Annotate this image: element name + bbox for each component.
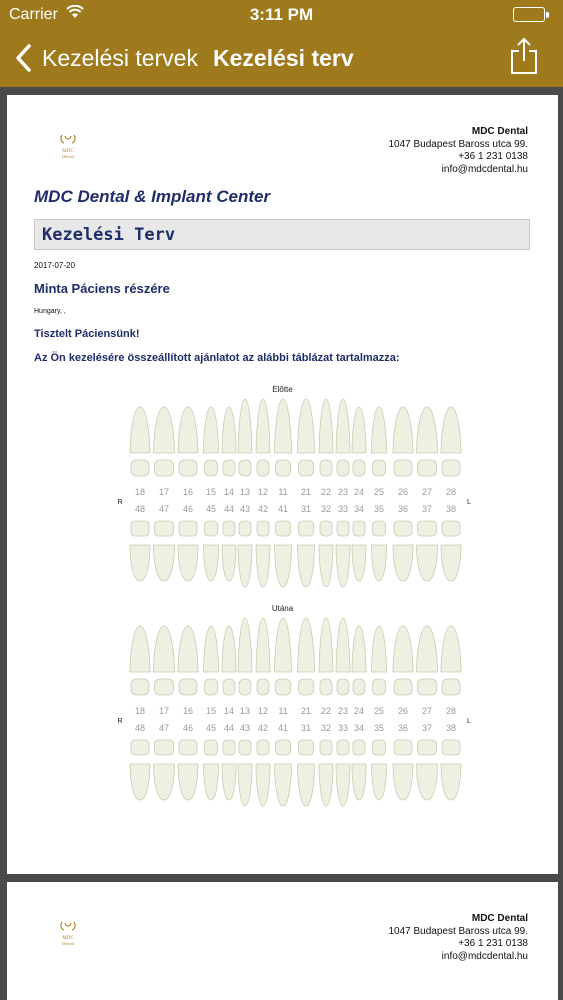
lower-tooth-top-45 [205, 740, 218, 755]
mdc-logo [57, 919, 79, 951]
tooth-number-32: 32 [320, 723, 332, 733]
upper-tooth-top-12 [257, 679, 269, 695]
upper-tooth-side-15 [204, 626, 219, 672]
tooth-number-37: 37 [421, 504, 433, 514]
tooth-number-21: 21 [300, 706, 312, 716]
lower-tooth-side-41 [275, 545, 292, 587]
tooth-number-22: 22 [320, 487, 332, 497]
upper-tooth-side-14 [222, 407, 236, 453]
upper-tooth-side-28 [441, 407, 461, 453]
upper-tooth-top-18 [131, 460, 149, 476]
tooth-number-35: 35 [373, 723, 385, 733]
upper-tooth-top-28 [442, 460, 460, 476]
lower-tooth-side-34 [352, 764, 366, 800]
tooth-number-23: 23 [337, 706, 349, 716]
upper-tooth-side-21 [298, 399, 315, 453]
lower-tooth-side-31 [298, 545, 315, 587]
lower-tooth-top-31 [299, 521, 314, 536]
upper-tooth-side-17 [154, 626, 175, 672]
upper-tooth-top-15 [205, 460, 218, 476]
tooth-number-45: 45 [205, 504, 217, 514]
upper-tooth-top-28 [442, 679, 460, 695]
tooth-number-16: 16 [182, 706, 194, 716]
tooth-number-36: 36 [397, 723, 409, 733]
upper-tooth-side-27 [417, 407, 438, 453]
lower-tooth-side-48 [130, 545, 150, 581]
upper-tooth-top-21 [299, 460, 314, 476]
upper-tooth-top-22 [320, 679, 332, 695]
tooth-number-31: 31 [300, 504, 312, 514]
lower-tooth-top-37 [418, 521, 437, 536]
upper-tooth-top-11 [276, 460, 291, 476]
upper-tooth-top-26 [394, 679, 412, 695]
tooth-number-35: 35 [373, 504, 385, 514]
share-icon [510, 37, 538, 75]
upper-tooth-top-17 [155, 679, 174, 695]
company-info [388, 913, 528, 963]
upper-tooth-side-23 [336, 399, 350, 453]
lower-tooth-side-35 [372, 545, 387, 581]
lower-tooth-side-44 [222, 545, 236, 581]
document-date: 2017-07-20 [34, 261, 75, 270]
tooth-number-24: 24 [353, 487, 365, 497]
lower-tooth-side-32 [319, 764, 333, 806]
tooth-number-42: 42 [257, 504, 269, 514]
tooth-number-33: 33 [337, 504, 349, 514]
svg-text:MDC: MDC [62, 149, 74, 154]
lower-tooth-top-41 [276, 521, 291, 536]
lower-tooth-side-35 [372, 764, 387, 800]
company-info [388, 126, 528, 176]
upper-tooth-top-15 [205, 679, 218, 695]
lower-tooth-side-47 [154, 764, 175, 800]
upper-tooth-side-24 [352, 626, 366, 672]
lower-tooth-top-42 [257, 740, 269, 755]
upper-tooth-side-13 [238, 618, 252, 672]
upper-tooth-top-17 [155, 460, 174, 476]
tooth-number-47: 47 [158, 504, 170, 514]
document-title: Kezelési Terv [42, 225, 176, 245]
greeting: Tisztelt Páciensünk! [34, 328, 140, 340]
carrier-label: Carrier [9, 6, 58, 23]
upper-tooth-side-23 [336, 618, 350, 672]
top-bar [0, 0, 563, 87]
lower-tooth-top-45 [205, 521, 218, 536]
upper-tooth-side-12 [256, 399, 270, 453]
lower-tooth-top-34 [353, 521, 365, 536]
tooth-number-11: 11 [278, 706, 288, 716]
lower-tooth-side-43 [238, 545, 252, 587]
patient-country: Hungary, , [34, 308, 66, 315]
upper-tooth-side-28 [441, 626, 461, 672]
upper-tooth-top-25 [373, 679, 386, 695]
upper-tooth-side-22 [319, 399, 333, 453]
upper-tooth-side-13 [238, 399, 252, 453]
lower-tooth-top-35 [373, 521, 386, 536]
lower-tooth-top-36 [394, 521, 412, 536]
tooth-number-24: 24 [353, 706, 365, 716]
tooth-number-27: 27 [421, 706, 433, 716]
tooth-number-23: 23 [337, 487, 349, 497]
lower-tooth-top-36 [394, 740, 412, 755]
tooth-number-44: 44 [223, 504, 235, 514]
lower-tooth-side-36 [393, 545, 413, 581]
lower-tooth-top-43 [239, 521, 251, 536]
lower-tooth-side-44 [222, 764, 236, 800]
tooth-number-43: 43 [239, 504, 251, 514]
intro-text: Az Ön kezelésére összeállított ajánlatot az alábbi táblázat tartalmazza: [34, 352, 400, 364]
svg-text:MDC: MDC [62, 936, 74, 941]
clinic-name: MDC Dental & Implant Center [34, 187, 271, 206]
tooth-number-26: 26 [397, 487, 409, 497]
tooth-number-32: 32 [320, 504, 332, 514]
tooth-number-17: 17 [158, 487, 170, 497]
company-phone: +36 1 231 0138 [458, 151, 528, 162]
tooth-number-41: 41 [277, 504, 289, 514]
upper-tooth-top-14 [223, 679, 235, 695]
upper-tooth-top-27 [418, 460, 437, 476]
upper-tooth-side-18 [130, 407, 150, 453]
tooth-number-31: 31 [300, 723, 312, 733]
tooth-number-44: 44 [223, 723, 235, 733]
tooth-number-11: 11 [278, 487, 288, 497]
upper-tooth-side-25 [372, 626, 387, 672]
mdc-logo [57, 132, 79, 164]
tooth-number-28: 28 [445, 706, 457, 716]
lower-tooth-top-37 [418, 740, 437, 755]
upper-tooth-top-23 [337, 460, 349, 476]
svg-text:Dental: Dental [62, 154, 74, 159]
lower-tooth-side-37 [417, 545, 438, 581]
company-address: 1047 Budapest Baross utca 99. [388, 138, 528, 150]
lower-tooth-top-32 [320, 740, 332, 755]
lower-tooth-top-32 [320, 521, 332, 536]
upper-tooth-side-21 [298, 618, 315, 672]
lower-tooth-side-45 [204, 764, 219, 800]
upper-tooth-top-16 [179, 679, 197, 695]
tooth-number-41: 41 [277, 723, 289, 733]
upper-tooth-top-18 [131, 679, 149, 695]
document-page-2 [7, 882, 558, 1000]
lower-tooth-side-32 [319, 545, 333, 587]
lower-tooth-side-46 [178, 764, 198, 800]
company-email: info@mdcdental.hu [441, 163, 528, 175]
upper-tooth-side-14 [222, 626, 236, 672]
lower-tooth-side-37 [417, 764, 438, 800]
upper-tooth-top-26 [394, 460, 412, 476]
navigation-bar [0, 30, 563, 87]
tooth-number-38: 38 [445, 504, 457, 514]
tooth-number-13: 13 [239, 706, 251, 716]
upper-tooth-side-15 [204, 407, 219, 453]
left-side-marker: L [467, 718, 471, 725]
tooth-number-46: 46 [182, 504, 194, 514]
upper-tooth-side-17 [154, 407, 175, 453]
upper-tooth-top-11 [276, 679, 291, 695]
upper-tooth-top-22 [320, 460, 332, 476]
tooth-number-45: 45 [205, 723, 217, 733]
tooth-number-43: 43 [239, 723, 251, 733]
lower-tooth-side-41 [275, 764, 292, 806]
upper-tooth-top-25 [373, 460, 386, 476]
lower-tooth-top-48 [131, 521, 149, 536]
company-name: MDC Dental [471, 126, 528, 137]
upper-tooth-side-18 [130, 626, 150, 672]
tooth-number-28: 28 [445, 487, 457, 497]
upper-tooth-top-24 [353, 460, 365, 476]
tooth-number-15: 15 [205, 706, 217, 716]
lower-tooth-side-47 [154, 545, 175, 581]
lower-tooth-top-48 [131, 740, 149, 755]
lower-tooth-side-33 [336, 764, 350, 806]
back-button[interactable] [14, 40, 198, 76]
company-address: 1047 Budapest Baross utca 99. [388, 925, 528, 937]
lower-tooth-side-33 [336, 545, 350, 587]
upper-tooth-top-13 [239, 679, 251, 695]
back-button-label: Kezelési tervek [42, 44, 198, 71]
lower-tooth-side-34 [352, 545, 366, 581]
tooth-number-37: 37 [421, 723, 433, 733]
lower-tooth-top-46 [179, 740, 197, 755]
dental-chart-before [7, 395, 558, 595]
tooth-number-48: 48 [134, 723, 146, 733]
tooth-number-14: 14 [223, 487, 235, 497]
tooth-number-33: 33 [337, 723, 349, 733]
upper-tooth-top-24 [353, 679, 365, 695]
lower-tooth-side-46 [178, 545, 198, 581]
chevron-left-icon [14, 43, 34, 73]
upper-tooth-side-11 [275, 399, 292, 453]
tooth-number-12: 12 [257, 706, 269, 716]
lower-tooth-side-38 [441, 545, 461, 581]
lower-tooth-side-45 [204, 545, 219, 581]
upper-tooth-side-24 [352, 407, 366, 453]
company-name: MDC Dental [471, 913, 528, 924]
lower-tooth-side-43 [238, 764, 252, 806]
tooth-number-25: 25 [373, 487, 385, 497]
tooth-number-25: 25 [373, 706, 385, 716]
tooth-number-34: 34 [353, 723, 365, 733]
tooth-number-27: 27 [421, 487, 433, 497]
tooth-number-12: 12 [257, 487, 269, 497]
company-phone: +36 1 231 0138 [458, 938, 528, 949]
lower-tooth-top-38 [442, 740, 460, 755]
tooth-number-13: 13 [239, 487, 251, 497]
lower-tooth-top-31 [299, 740, 314, 755]
clock: 3:11 PM [249, 5, 314, 24]
upper-tooth-side-26 [393, 626, 413, 672]
lower-tooth-side-48 [130, 764, 150, 800]
tooth-number-47: 47 [158, 723, 170, 733]
lower-tooth-top-33 [337, 740, 349, 755]
lower-tooth-top-47 [155, 740, 174, 755]
chart-after-label: Utána [271, 604, 294, 613]
upper-tooth-top-27 [418, 679, 437, 695]
tooth-number-22: 22 [320, 706, 332, 716]
chart-before-label: Előtte [272, 385, 293, 394]
tooth-number-46: 46 [182, 723, 194, 733]
status-bar [0, 0, 563, 30]
patient-name: Minta Páciens részére [34, 281, 170, 296]
upper-tooth-side-26 [393, 407, 413, 453]
lower-tooth-top-34 [353, 740, 365, 755]
company-email: info@mdcdental.hu [441, 950, 528, 962]
lower-tooth-side-38 [441, 764, 461, 800]
upper-tooth-side-12 [256, 618, 270, 672]
lower-tooth-top-47 [155, 521, 174, 536]
lower-tooth-top-42 [257, 521, 269, 536]
lower-tooth-top-44 [223, 740, 235, 755]
tooth-number-48: 48 [134, 504, 146, 514]
left-side-marker: L [467, 499, 471, 506]
lower-tooth-side-31 [298, 764, 315, 806]
upper-tooth-side-16 [178, 407, 198, 453]
upper-tooth-side-27 [417, 626, 438, 672]
lower-tooth-top-35 [373, 740, 386, 755]
tooth-number-36: 36 [397, 504, 409, 514]
lower-tooth-top-46 [179, 521, 197, 536]
lower-tooth-side-42 [256, 545, 270, 587]
upper-tooth-top-21 [299, 679, 314, 695]
tooth-number-14: 14 [223, 706, 235, 716]
lower-tooth-top-43 [239, 740, 251, 755]
dental-chart-after [7, 614, 558, 814]
share-button[interactable] [510, 37, 538, 75]
svg-text:Dental: Dental [62, 941, 74, 946]
upper-tooth-side-22 [319, 618, 333, 672]
tooth-number-26: 26 [397, 706, 409, 716]
lower-tooth-top-44 [223, 521, 235, 536]
lower-tooth-top-33 [337, 521, 349, 536]
lower-tooth-side-42 [256, 764, 270, 806]
upper-tooth-top-12 [257, 460, 269, 476]
lower-tooth-top-41 [276, 740, 291, 755]
upper-tooth-top-16 [179, 460, 197, 476]
tooth-number-34: 34 [353, 504, 365, 514]
tooth-number-18: 18 [134, 487, 146, 497]
battery-icon [513, 7, 549, 22]
page-title: Kezelési terv [213, 45, 354, 71]
document-title-box [34, 219, 530, 250]
tooth-number-18: 18 [134, 706, 146, 716]
upper-tooth-side-16 [178, 626, 198, 672]
tooth-number-42: 42 [257, 723, 269, 733]
lower-tooth-side-36 [393, 764, 413, 800]
lower-tooth-top-38 [442, 521, 460, 536]
upper-tooth-side-25 [372, 407, 387, 453]
tooth-number-17: 17 [158, 706, 170, 716]
upper-tooth-top-23 [337, 679, 349, 695]
tooth-number-16: 16 [182, 487, 194, 497]
upper-tooth-top-14 [223, 460, 235, 476]
tooth-number-21: 21 [300, 487, 312, 497]
tooth-number-15: 15 [205, 487, 217, 497]
right-side-marker: R [117, 499, 123, 506]
document-page-1 [7, 95, 558, 874]
right-side-marker: R [117, 718, 123, 725]
upper-tooth-side-11 [275, 618, 292, 672]
tooth-number-38: 38 [445, 723, 457, 733]
upper-tooth-top-13 [239, 460, 251, 476]
